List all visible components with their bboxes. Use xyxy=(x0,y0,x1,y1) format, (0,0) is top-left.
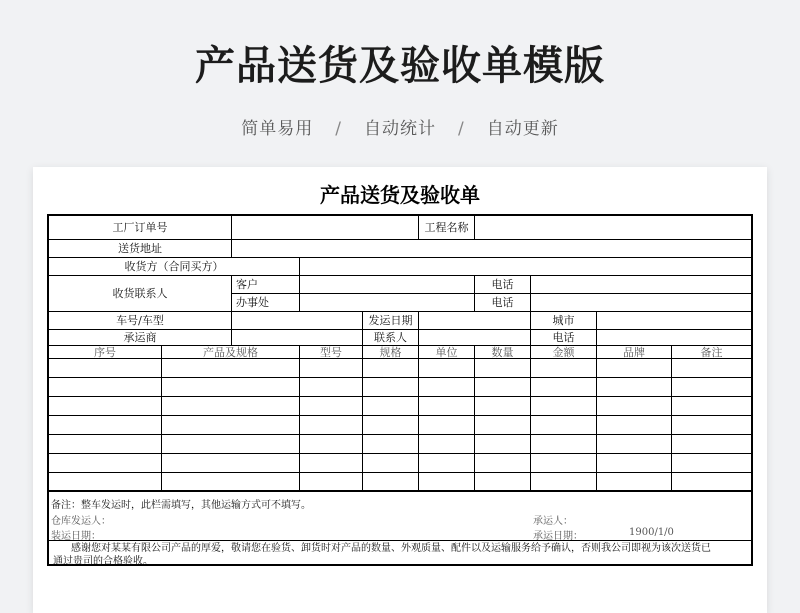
table-cell[interactable] xyxy=(531,397,597,415)
table-cell[interactable] xyxy=(531,473,597,490)
table-cell[interactable] xyxy=(475,378,531,396)
row-factory-order xyxy=(49,216,751,240)
table-cell[interactable] xyxy=(672,416,751,434)
carrier-phone-input[interactable] xyxy=(597,330,751,345)
page-title: 产品送货及验收单模版 xyxy=(195,43,605,89)
delivery-address-label: 送货地址 xyxy=(49,240,232,257)
col-seq: 序号 xyxy=(49,346,162,358)
ship-date-input[interactable] xyxy=(419,312,531,329)
row-vehicle xyxy=(49,312,751,330)
table-cell[interactable] xyxy=(672,473,751,490)
separator: / xyxy=(335,119,342,139)
table-cell[interactable] xyxy=(363,454,419,472)
factory-order-label: 工厂订单号 xyxy=(49,216,232,239)
table-cell[interactable] xyxy=(363,416,419,434)
table-cell[interactable] xyxy=(49,473,162,490)
table-cell[interactable] xyxy=(597,454,672,472)
table-cell[interactable] xyxy=(419,454,475,472)
project-name-label: 工程名称 xyxy=(419,216,475,239)
thanks-line-2: 通过贵司的合格验收。 xyxy=(53,556,153,567)
table-cell[interactable] xyxy=(419,378,475,396)
carrier-phone-label: 电话 xyxy=(531,330,597,345)
table-cell[interactable] xyxy=(162,473,300,490)
table-cell[interactable] xyxy=(531,416,597,434)
feature-auto-update: 自动更新 xyxy=(486,119,559,139)
office-input[interactable] xyxy=(300,294,475,311)
table-cell[interactable] xyxy=(672,435,751,453)
table-cell[interactable] xyxy=(49,359,162,377)
project-name-input[interactable] xyxy=(475,216,751,239)
table-cell[interactable] xyxy=(162,416,300,434)
contact-label: 联系人 xyxy=(363,330,419,345)
col-product: 产品及规格 xyxy=(162,346,300,358)
delivery-form xyxy=(47,214,753,566)
table-cell[interactable] xyxy=(363,473,419,490)
contact-input[interactable] xyxy=(419,330,531,345)
customer-phone-input[interactable] xyxy=(531,276,751,293)
table-cell[interactable] xyxy=(300,435,363,453)
feature-easy: 简单易用 xyxy=(241,119,314,139)
table-cell[interactable] xyxy=(597,473,672,490)
col-spec: 规格 xyxy=(363,346,419,358)
customer-input[interactable] xyxy=(300,276,475,293)
table-cell[interactable] xyxy=(49,416,162,434)
table-row xyxy=(49,378,751,397)
table-cell[interactable] xyxy=(672,378,751,396)
table-cell[interactable] xyxy=(49,397,162,415)
table-cell[interactable] xyxy=(475,397,531,415)
col-qty: 数量 xyxy=(475,346,531,358)
table-cell[interactable] xyxy=(531,435,597,453)
ship-date-label: 发运日期 xyxy=(363,312,419,329)
table-row xyxy=(49,397,751,416)
notes-section xyxy=(49,491,751,541)
table-cell[interactable] xyxy=(300,378,363,396)
table-row xyxy=(49,435,751,454)
receiver-contact-label: 收货联系人 xyxy=(49,276,232,311)
separator: / xyxy=(458,119,465,139)
table-cell[interactable] xyxy=(162,454,300,472)
col-amount: 金额 xyxy=(531,346,597,358)
table-cell[interactable] xyxy=(300,473,363,490)
table-cell[interactable] xyxy=(162,397,300,415)
table-cell[interactable] xyxy=(597,378,672,396)
table-row xyxy=(49,473,751,492)
office-row xyxy=(232,294,751,311)
table-cell[interactable] xyxy=(475,416,531,434)
office-label: 办事处 xyxy=(232,294,300,311)
table-cell[interactable] xyxy=(531,378,597,396)
thanks-note xyxy=(49,542,751,567)
loading-date-label: 装运日期： xyxy=(51,531,101,542)
table-cell[interactable] xyxy=(419,473,475,490)
table-row xyxy=(49,359,751,378)
table-cell[interactable] xyxy=(49,378,162,396)
table-cell[interactable] xyxy=(419,397,475,415)
table-cell[interactable] xyxy=(597,359,672,377)
table-cell[interactable] xyxy=(475,359,531,377)
col-brand: 品牌 xyxy=(597,346,672,358)
transport-date-label: 承运日期： xyxy=(533,531,583,542)
table-cell[interactable] xyxy=(49,435,162,453)
table-cell[interactable] xyxy=(475,473,531,490)
receiver-input[interactable] xyxy=(300,258,751,275)
city-label: 城市 xyxy=(531,312,597,329)
col-model: 型号 xyxy=(300,346,363,358)
table-cell[interactable] xyxy=(49,454,162,472)
warehouse-shipper-label: 仓库发运人： xyxy=(51,516,111,527)
table-cell[interactable] xyxy=(162,435,300,453)
vehicle-no-input[interactable] xyxy=(232,312,363,329)
receiver-label: 收货方（合同买方） xyxy=(49,258,300,275)
table-cell[interactable] xyxy=(419,416,475,434)
row-receiver xyxy=(49,258,751,276)
factory-order-input[interactable] xyxy=(232,216,419,239)
items-header xyxy=(49,346,751,359)
table-cell[interactable] xyxy=(597,416,672,434)
table-cell[interactable] xyxy=(597,397,672,415)
form-title: 产品送货及验收单 xyxy=(320,183,480,207)
remark-note: 备注：整车发运时，此栏需填写，其他运输方式可不填写。 xyxy=(51,500,311,511)
vehicle-no-label: 车号/车型 xyxy=(49,312,232,329)
table-cell[interactable] xyxy=(419,359,475,377)
office-phone-label: 电话 xyxy=(475,294,531,311)
table-cell[interactable] xyxy=(162,359,300,377)
delivery-address-input[interactable] xyxy=(232,240,751,257)
office-phone-input[interactable] xyxy=(531,294,751,311)
table-cell[interactable] xyxy=(300,397,363,415)
table-cell[interactable] xyxy=(363,435,419,453)
table-cell[interactable] xyxy=(597,435,672,453)
feature-tagline xyxy=(0,114,800,139)
customer-phone-label: 电话 xyxy=(475,276,531,293)
transport-date-value: 1900/1/0 xyxy=(629,527,674,538)
table-cell[interactable] xyxy=(363,397,419,415)
table-cell[interactable] xyxy=(300,454,363,472)
carrier-label: 承运商 xyxy=(49,330,232,345)
transporter-label: 承运人： xyxy=(533,516,573,527)
table-cell[interactable] xyxy=(419,435,475,453)
col-remark: 备注 xyxy=(700,345,723,359)
col-unit: 单位 xyxy=(419,346,475,358)
feature-auto-stats: 自动统计 xyxy=(364,119,436,139)
table-cell[interactable] xyxy=(672,454,751,472)
row-receiver-contact xyxy=(49,276,751,312)
table-cell[interactable] xyxy=(363,359,419,377)
table-cell[interactable] xyxy=(475,435,531,453)
row-delivery-address xyxy=(49,240,751,258)
carrier-input[interactable] xyxy=(232,330,363,345)
table-cell[interactable] xyxy=(363,378,419,396)
table-cell[interactable] xyxy=(300,359,363,377)
city-input[interactable] xyxy=(597,312,751,329)
table-cell[interactable] xyxy=(672,359,751,377)
table-cell[interactable] xyxy=(475,454,531,472)
table-cell[interactable] xyxy=(300,416,363,434)
row-carrier xyxy=(49,330,751,346)
table-cell[interactable] xyxy=(531,359,597,377)
table-cell[interactable] xyxy=(162,378,300,396)
table-row xyxy=(49,454,751,473)
form-sheet xyxy=(33,167,767,613)
table-cell[interactable] xyxy=(531,454,597,472)
table-cell[interactable] xyxy=(672,397,751,415)
customer-row xyxy=(232,276,751,294)
thanks-line-1: 感谢您对某某有限公司产品的厚爱，敬请您在验货、卸货时对产品的数量、外观质量、配件以及运输服务给予确认，否则我公司即视为该次送货已 xyxy=(71,543,711,554)
customer-label: 客户 xyxy=(232,276,300,293)
table-row xyxy=(49,416,751,435)
